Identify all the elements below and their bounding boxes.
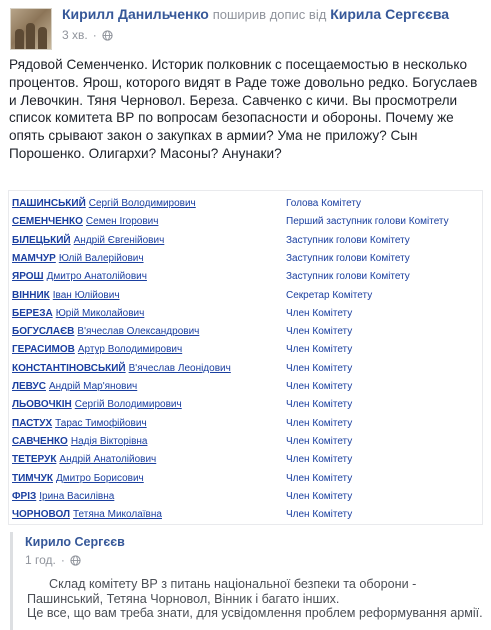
member-name-link[interactable] [12,436,147,447]
table-row [9,452,484,470]
shared-from-link[interactable]: Кирила Сергєєва [330,6,450,22]
member-role: Член Комітету [286,417,353,429]
member-role: Член Комітету [286,472,353,484]
member-given-name: В'ячеслав Леонідович [128,362,231,374]
author-line [62,6,449,22]
member-name-link[interactable] [12,381,137,392]
member-given-name: Дмитро Анатолійович [46,271,147,283]
member-surname: ЛЬОВОЧКІН [12,399,72,411]
shared-timestamp[interactable]: 1 год. [25,553,56,567]
member-name-link[interactable] [12,399,182,410]
member-role: Член Комітету [286,490,353,502]
member-role: Секретар Комітету [286,289,373,301]
shared-meta-separator: · [60,553,65,567]
table-row [9,471,484,489]
post-timestamp[interactable]: 3 хв. [62,28,88,42]
member-surname: МАМЧУР [12,252,56,264]
table-row [9,251,484,269]
member-role: Перший заступник голови Комітету [286,216,449,228]
post-header [0,0,491,50]
member-given-name: Сергій Володимирович [88,198,196,209]
member-name-link[interactable] [12,491,114,502]
table-row [9,214,484,232]
member-name-link[interactable] [12,198,196,209]
globe-icon [70,555,81,566]
member-given-name: Андрій Мар'янович [48,381,138,392]
member-role: Член Комітету [286,326,353,338]
shared-line-3: Це все, що вам треба знати, для усвідомлення проблем реформування армії. [27,606,483,621]
member-given-name: Сергій Володимирович [74,399,182,411]
table-row [9,507,484,525]
table-row [9,342,484,360]
member-surname: СЕМЕНЧЕНКО [12,216,83,228]
table-row [9,379,484,397]
shared-post[interactable] [10,532,483,630]
meta-separator: · [92,28,97,42]
shared-post-text [25,577,483,621]
post-body: Рядовой Семенченко. Историк полковник с посещаемостью в несколько процентов. Ярош, которого видят в Раде тоже довольно редко. Богуслаев и Левочкин. Тяня Черновол. Береза. Савченко с кичи. Вы просмотрели список комитета ВР по вопросам безопасности и обороны. Почему же опять срывают закон о закупках в армии? Ума не приложу? Сын Порошенко. Олигархи? Масоны? Анунаки? [9,57,478,161]
table-row [9,288,484,306]
member-given-name: Юлій Валерійович [58,252,144,264]
table-row [9,361,484,379]
member-given-name: Андрій Євгенійович [73,234,165,246]
member-surname: КОНСТАНТІНОВСЬКИЙ [12,362,126,374]
table-row [9,324,484,342]
member-role: Член Комітету [286,435,353,447]
member-surname: ТИМЧУК [12,472,53,484]
member-name-link[interactable] [12,235,164,246]
member-name-link[interactable] [12,290,120,301]
member-name-link[interactable] [12,253,144,264]
member-role: Заступник голови Комітету [286,252,410,264]
member-surname: ПАШИНСЬКИЙ [12,198,86,209]
member-given-name: В'ячеслав Олександрович [77,326,200,338]
member-role: Заступник голови Комітету [286,234,410,246]
table-row [9,397,484,415]
member-name-link[interactable] [12,509,162,520]
post-meta [62,28,113,42]
member-surname: БІЛЕЦЬКИЙ [12,234,71,246]
member-name-link[interactable] [12,473,144,484]
shared-post-meta [25,553,81,567]
member-role: Член Комітету [286,362,353,374]
member-given-name: Іван Юлійович [52,289,120,301]
member-surname: ВІННИК [12,289,50,301]
member-name-link[interactable] [12,308,144,319]
globe-icon[interactable] [102,30,113,41]
table-row [9,489,484,507]
member-role: Член Комітету [286,381,353,392]
member-surname: ТЕТЕРУК [12,454,57,466]
avatar[interactable] [10,8,52,50]
member-given-name: Семен Ігорович [85,216,159,228]
table-row [9,233,484,251]
member-surname: САВЧЕНКО [12,435,68,447]
member-role: Член Комітету [286,454,353,466]
member-given-name: Надія Вікторівна [70,435,148,447]
member-role: Член Комітету [286,307,353,319]
member-surname: ЛЕВУС [12,381,46,392]
shared-line-2: Пашинський, Тетяна Чорновол, Вінник і багато інших. [27,591,340,606]
member-surname: ГЕРАСИМОВ [12,344,75,356]
member-given-name: Ірина Василівна [39,490,115,502]
table-row [9,196,484,214]
member-surname: ПАСТУХ [12,417,53,429]
member-given-name: Тетяна Миколаївна [73,509,162,521]
member-role: Член Комітету [286,509,353,521]
shared-line-1: Склад комітету ВР з питань національної безпеки та оборони - [49,577,417,591]
member-role: Заступник голови Комітету [286,271,410,283]
post-text [9,56,483,163]
table-row [9,269,484,287]
table-row [9,434,484,452]
member-name-link[interactable] [12,418,147,429]
committee-table-image[interactable] [8,190,483,525]
author-name-link[interactable]: Кирилл Данильченко [62,6,209,22]
shared-verb: поширив допис від [212,7,327,22]
member-surname: БОГУСЛАЄВ [12,326,75,338]
member-role: Член Комітету [286,344,353,356]
member-role: Голова Комітету [286,198,362,209]
member-name-link[interactable] [12,326,199,337]
shared-author-link[interactable]: Кирило Сергєєв [25,535,125,549]
member-name-link[interactable] [12,271,147,282]
table-row [9,306,484,324]
member-given-name: Андрій Анатолійович [59,454,157,466]
member-surname: ЧОРНОВОЛ [12,509,70,521]
member-given-name: Артур Володимирович [77,344,183,356]
member-surname: БЕРЕЗА [12,307,53,319]
member-name-link[interactable] [12,216,158,227]
member-given-name: Тарас Тимофійович [55,417,147,429]
member-role: Член Комітету [286,399,353,411]
member-given-name: Юрій Миколайович [55,307,145,319]
member-name-link[interactable] [12,363,231,374]
table-row [9,416,484,434]
member-surname: ФРІЗ [12,490,37,502]
member-surname: ЯРОШ [12,271,44,283]
member-given-name: Дмитро Борисович [55,472,144,484]
member-name-link[interactable] [12,344,182,355]
member-name-link[interactable] [12,454,156,465]
